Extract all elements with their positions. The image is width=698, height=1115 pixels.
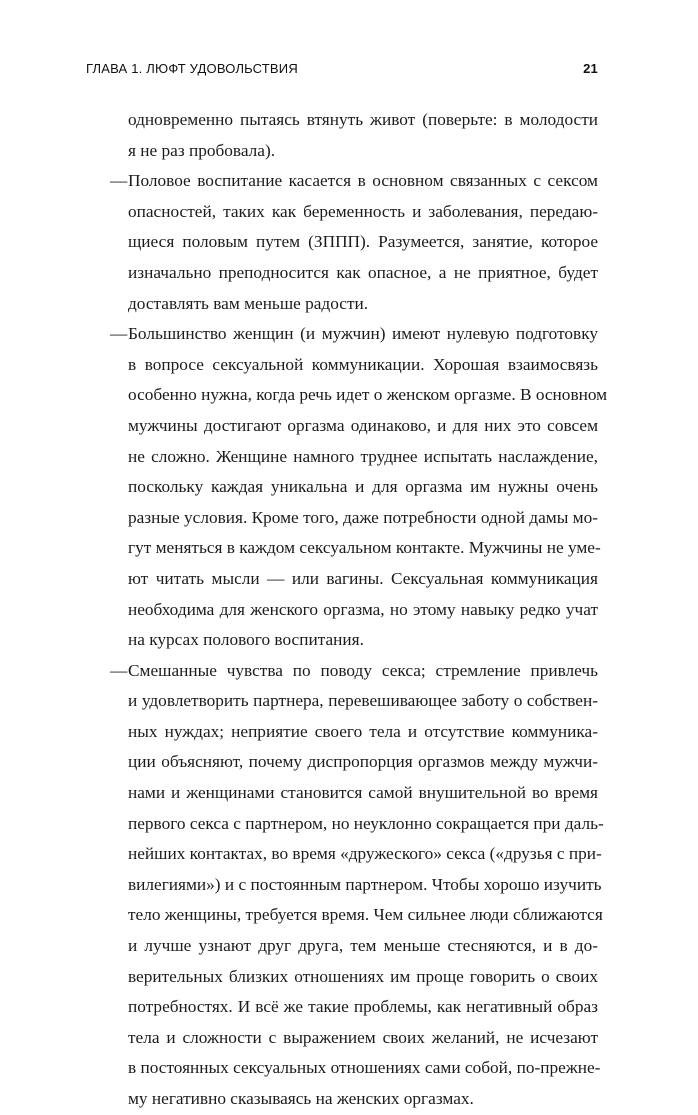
text-line: гут меняться в каждом сексуальном контакте. Мужчины не уме- bbox=[128, 538, 601, 558]
text-line: опасностей, таких как беременность и заболевания, передаю- bbox=[128, 201, 598, 221]
page-number: 21 bbox=[583, 61, 598, 76]
text-line: необходима для женского оргазма, но этому навыку редко учат bbox=[128, 599, 598, 619]
text-line: вилегиями») и с постоянным партнером. Чтобы хорошо изучить bbox=[128, 874, 602, 894]
text-line: на курсах полового воспитания. bbox=[128, 630, 364, 650]
text-line: и лучше узнают друг друга, тем меньше стесняются, и в до- bbox=[128, 936, 598, 956]
text-line: верительных близких отношениях им проще говорить о своих bbox=[128, 966, 598, 986]
text-line: — Половое воспитание касается в основном связанных с сексом bbox=[86, 166, 598, 197]
text-line: — Смешанные чувства по поводу секса; стремление привлечь bbox=[86, 656, 598, 687]
list-dash: — bbox=[110, 660, 128, 680]
text-line: му негативно сказываясь на женских оргазмах. bbox=[128, 1089, 474, 1108]
text-line: мужчины достигают оргазма одинаково, и для них это совсем bbox=[128, 415, 598, 435]
text-line: в постоянных сексуальных отношениях сами собой, по-прежне- bbox=[128, 1058, 601, 1078]
text-line: изначально преподносится как опасное, а не приятное, будет bbox=[128, 262, 598, 282]
text-line: нами и женщинами становится самой внушительной во время bbox=[128, 783, 598, 803]
paragraph bbox=[86, 105, 598, 166]
body-text bbox=[86, 105, 608, 1115]
text-line: первого секса с партнером, но неуклонно сокращается при даль- bbox=[128, 813, 604, 833]
text-line: разные условия. Кроме того, даже потребности одной дамы мо- bbox=[128, 507, 598, 527]
text-line: ных нуждах; неприятие своего тела и отсутствие коммуника- bbox=[128, 721, 598, 741]
list-dash: — bbox=[110, 171, 128, 191]
text-line: и удовлетворить партнера, перевешивающее заботу о собствен- bbox=[128, 691, 598, 711]
text-line: тела и сложности с выражением своих желаний, не исчезают bbox=[128, 1027, 598, 1047]
text-line: щиеся половым путем (ЗППП). Разумеется, занятие, которое bbox=[128, 232, 598, 252]
chapter-title: ГЛАВА 1. ЛЮФТ УДОВОЛЬСТВИЯ bbox=[86, 61, 298, 76]
text-line: — Большинство женщин (и мужчин) имеют нулевую подготовку bbox=[86, 319, 598, 350]
list-item bbox=[86, 656, 604, 1115]
list-item bbox=[86, 166, 598, 319]
text-line: в вопросе сексуальной коммуникации. Хорошая взаимосвязь bbox=[128, 354, 598, 374]
list-dash: — bbox=[110, 324, 128, 344]
text-line: поскольку каждая уникальна и для оргазма им нужны очень bbox=[128, 477, 598, 497]
text-line: тело женщины, требуется время. Чем сильнее люди сближаются bbox=[128, 905, 603, 925]
text-line: я не раз пробовала). bbox=[128, 140, 276, 160]
text-line: одновременно пытаясь втянуть живот (поверьте: в молодости bbox=[128, 110, 598, 129]
text-line: доставлять вам меньше радости. bbox=[128, 293, 369, 313]
running-header bbox=[86, 61, 598, 81]
text-line: ции объясняют, почему диспропорция оргазмов между мужчи- bbox=[128, 752, 598, 772]
list-item bbox=[86, 319, 608, 656]
text-line: не сложно. Женщине намного труднее испытать наслаждение, bbox=[128, 446, 598, 466]
text-line: ют читать мысли — или вагины. Сексуальная коммуникация bbox=[128, 568, 598, 588]
text-line: потребностях. И всё же такие проблемы, как негативный образ bbox=[128, 997, 598, 1017]
text-line: особенно нужна, когда речь идет о женском оргазме. В основном bbox=[128, 385, 608, 405]
text-line: нейших контактах, во время «дружеского» секса («друзья с при- bbox=[128, 844, 602, 864]
